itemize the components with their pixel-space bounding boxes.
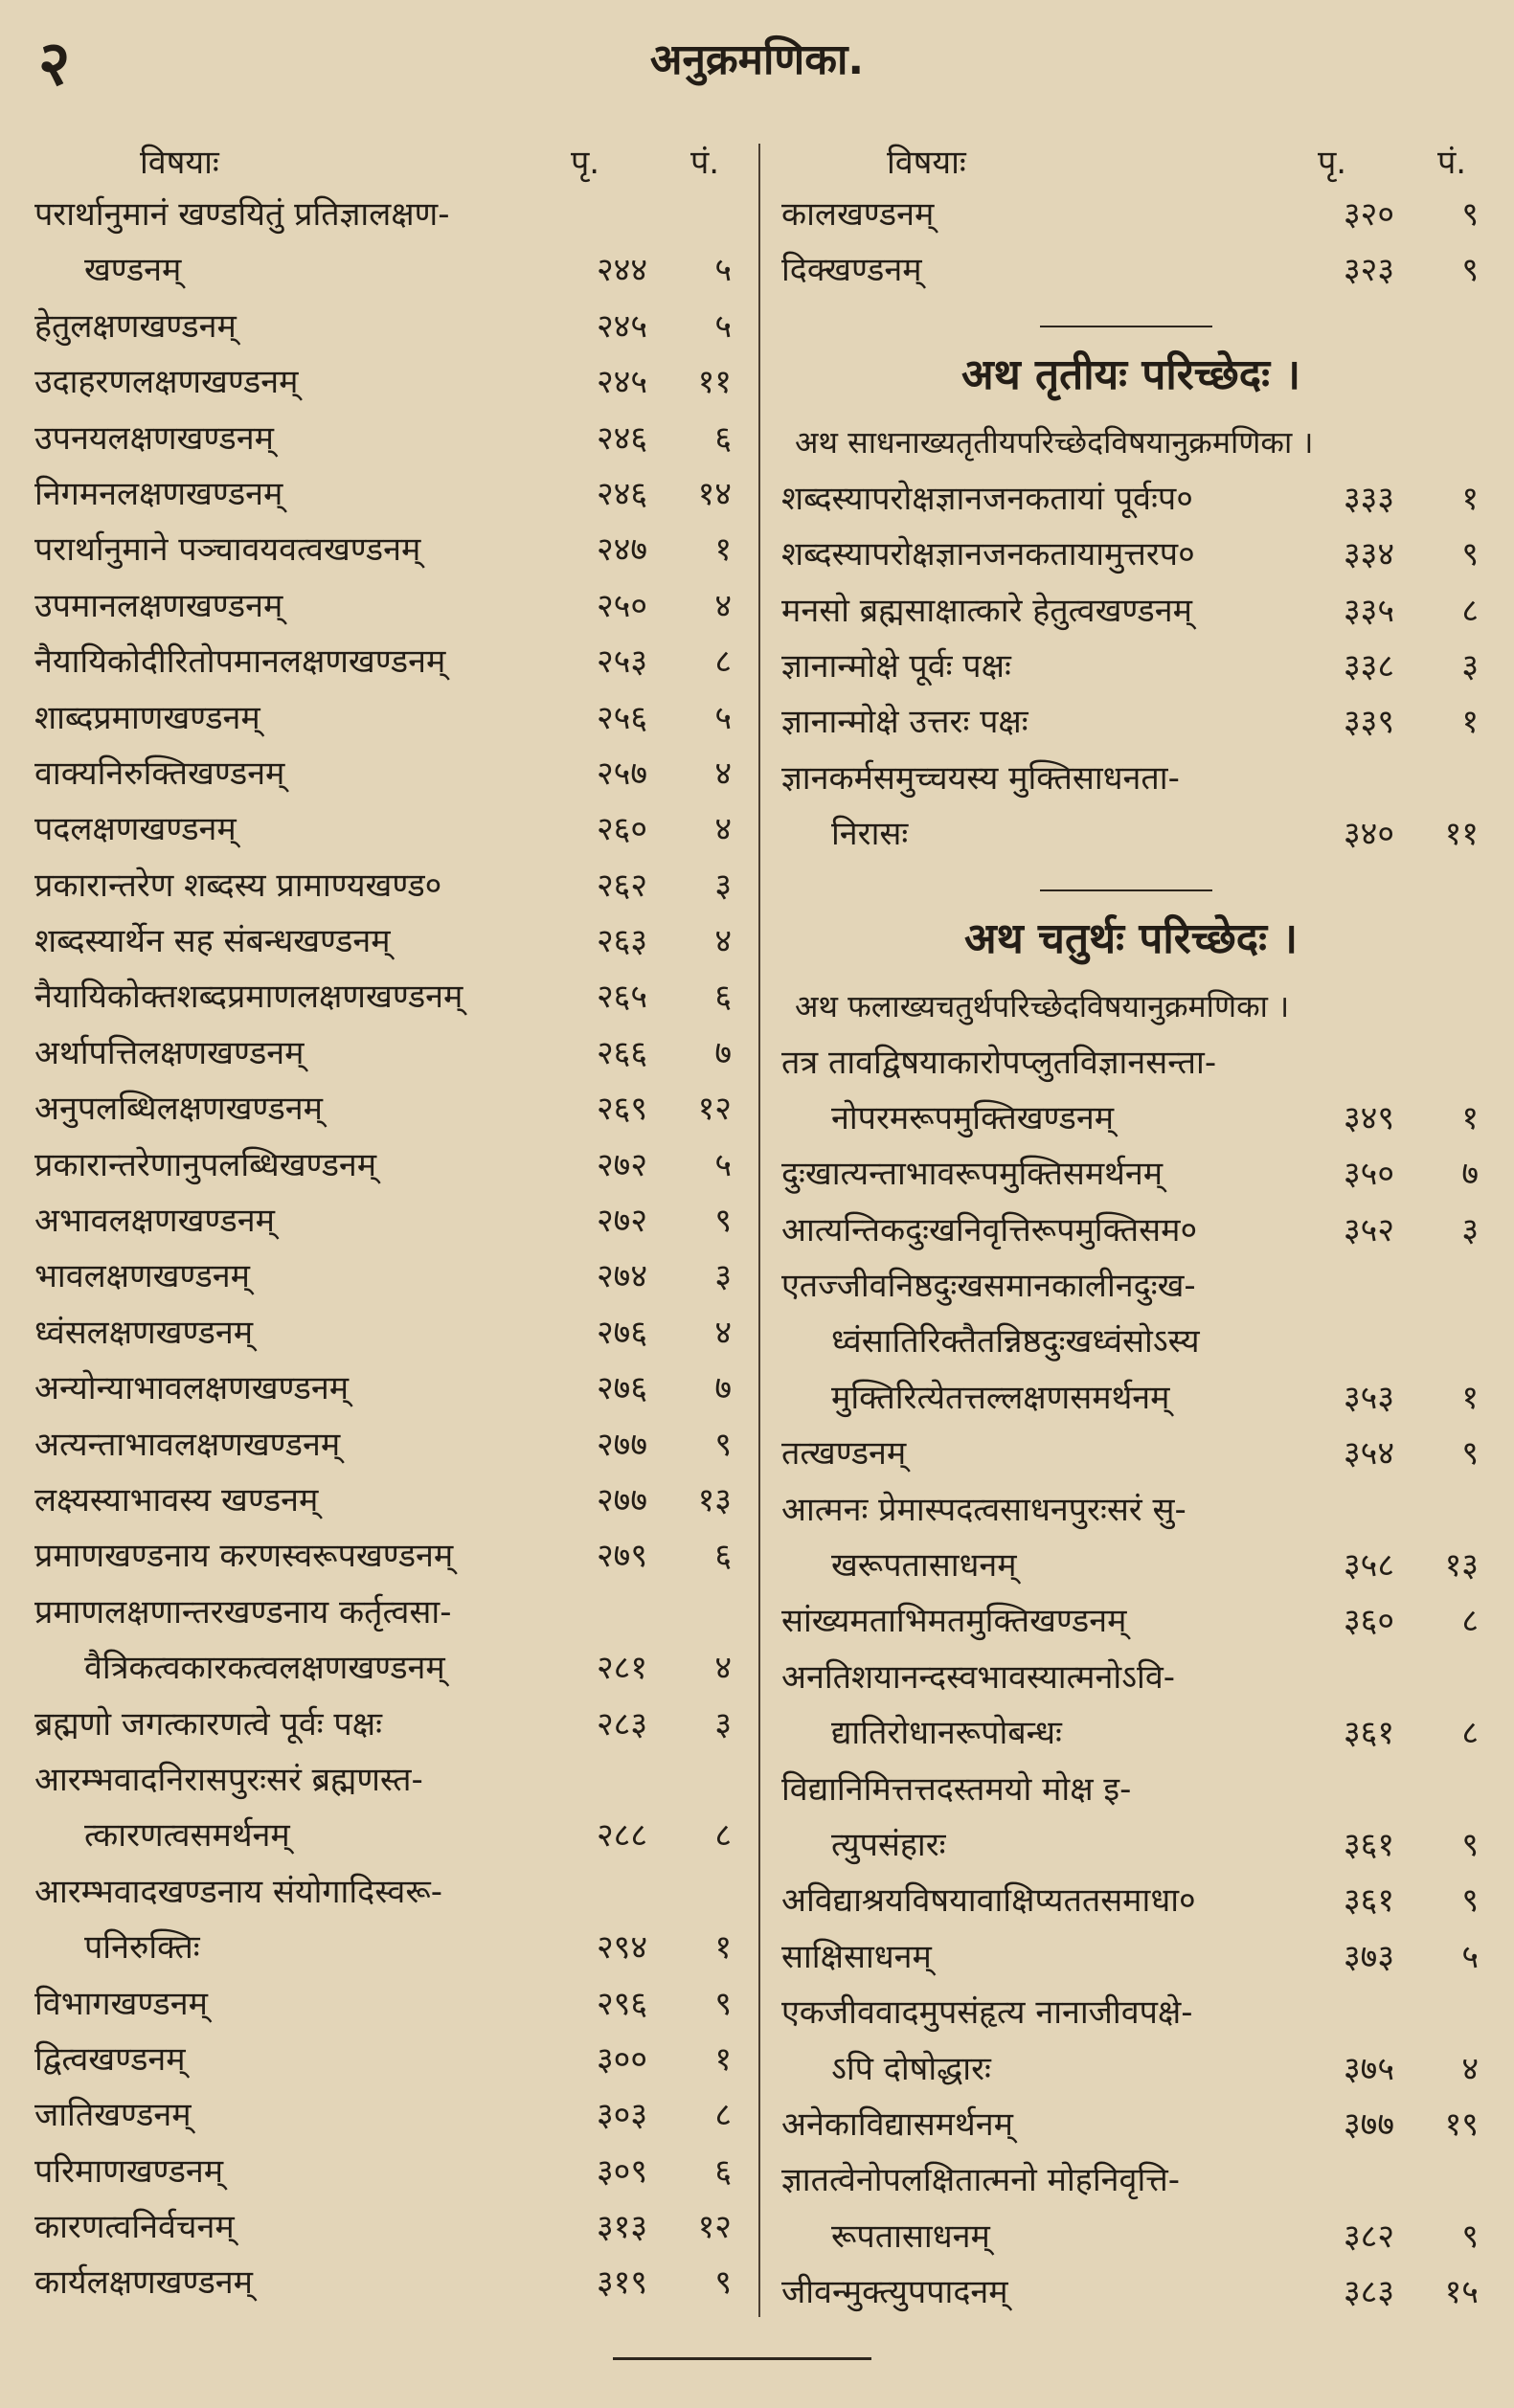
- entry-title: पनिरुक्तिः: [84, 1928, 200, 1968]
- entry-line: ६: [714, 2151, 732, 2191]
- entry-page: ३४०: [1343, 815, 1394, 854]
- entry-line: ९: [714, 2263, 732, 2303]
- entry-title: अर्थापत्तिलक्षणखण्डनम्: [34, 1033, 305, 1072]
- entry-page: ३८३: [1343, 2273, 1394, 2312]
- index-entry: [34, 2255, 734, 2310]
- entry-page: ३००: [596, 2039, 647, 2079]
- entry-page: २६९: [596, 1090, 647, 1129]
- entry-page: २५३: [596, 642, 647, 682]
- index-entry: [781, 1650, 1480, 1705]
- entry-line: ९: [714, 1202, 732, 1241]
- index-entry: [34, 2144, 734, 2199]
- index-entry: [34, 1305, 734, 1361]
- entry-title: तत्र तावद्विषयाकारोपप्लुतविज्ञानसन्ता-: [781, 1043, 1217, 1082]
- index-entry: [34, 2199, 734, 2255]
- section4-heading: अथ चतुर्थः परिच्छेदः ।: [963, 913, 1299, 963]
- entry-title: ज्ञातत्वेनोपलक्षितात्मनो मोहनिवृत्ति-: [781, 2161, 1181, 2200]
- entry-line: ९: [1461, 1881, 1479, 1921]
- index-entry: [34, 1640, 734, 1696]
- left-entry-list: [34, 187, 734, 2311]
- index-entry: [34, 1697, 734, 1752]
- entry-title: प्रकारान्तरेणानुपलब्धिखण्डनम्: [34, 1145, 377, 1184]
- entry-title: त्युपसंहारः: [831, 1825, 946, 1864]
- index-entry: [781, 1146, 1480, 1202]
- entry-line: ४: [714, 1313, 732, 1352]
- entry-line: ८: [714, 2096, 732, 2135]
- entry-title: अनतिशयानन्दस्वभावस्यात्मनोऽवि-: [781, 1657, 1176, 1697]
- index-entry: [781, 2152, 1480, 2208]
- entry-line: १: [714, 530, 732, 570]
- index-entry: [781, 1203, 1480, 1258]
- entry-title: तत्खण्डनम्: [781, 1434, 907, 1474]
- index-entry: [781, 2041, 1480, 2097]
- entry-line: ८: [1461, 1602, 1479, 1641]
- entry-title: आरम्भवादखण्डनाय संयोगादिस्वरू-: [34, 1872, 443, 1911]
- entry-title: अविद्याश्रयविषयावाक्षिप्यततसमाधा०: [781, 1881, 1196, 1921]
- entry-line: १: [714, 2039, 732, 2079]
- entry-page: २७२: [596, 1202, 647, 1241]
- entry-page: ३७३: [1343, 1937, 1394, 1976]
- index-entry: [781, 2264, 1480, 2320]
- entry-page: ३१३: [596, 2208, 647, 2247]
- line-header: पं.: [1437, 144, 1467, 182]
- entry-page: ३४९: [1343, 1098, 1394, 1137]
- entry-title: कारणत्वनिर्वचनम्: [34, 2208, 235, 2247]
- index-entry: [781, 471, 1480, 527]
- section4-entry-list: [781, 1035, 1480, 2321]
- index-entry: [34, 1361, 734, 1416]
- entry-title: शाब्दप्रमाणखण्डनम्: [34, 698, 260, 737]
- index-entry: [34, 1752, 734, 1808]
- entry-page: २४६: [596, 474, 647, 513]
- index-entry: [34, 913, 734, 969]
- page-header: पृ.: [1318, 144, 1347, 182]
- entry-title: अन्योन्याभावलक्षणखण्डनम्: [34, 1369, 350, 1408]
- entry-line: ८: [1461, 591, 1479, 630]
- entry-line: ९: [1461, 1434, 1479, 1474]
- entry-page: ३१९: [596, 2263, 647, 2303]
- index-entry: [34, 466, 734, 522]
- entry-page: ३५८: [1343, 1546, 1394, 1586]
- entry-title: आरम्भवादनिरासपुरःसरं ब्रह्मणस्त-: [34, 1760, 423, 1799]
- index-entry: [781, 1705, 1480, 1761]
- entry-page: ३५०: [1343, 1155, 1394, 1194]
- entry-line: ५: [714, 306, 732, 346]
- entry-title: शब्दस्यार्थेन सह संबन्धखण्डनम्: [34, 922, 391, 961]
- entry-title: त्कारणत्वसमर्थनम्: [84, 1816, 290, 1856]
- entry-title: ज्ञानकर्मसमुच्चयस्य मुक्तिसाधनता-: [781, 758, 1180, 798]
- index-entry: [34, 1137, 734, 1193]
- entry-title: हेतुलक्षणखण्डनम्: [34, 306, 237, 346]
- entry-page: २७६: [596, 1313, 647, 1352]
- entry-title: अनेकाविद्यासमर्थनम्: [781, 2104, 1013, 2144]
- index-entry: [34, 2032, 734, 2087]
- index-entry: [781, 1426, 1480, 1481]
- index-entry: [781, 1370, 1480, 1426]
- entry-page: ३३५: [1343, 591, 1394, 630]
- entry-page: २५०: [596, 586, 647, 625]
- index-entry: [34, 1585, 734, 1640]
- entry-page: ३६१: [1343, 1825, 1394, 1864]
- entry-page: २४५: [596, 363, 647, 402]
- entry-line: ६: [714, 418, 732, 458]
- entry-title: आत्यन्तिकदुःखनिवृत्तिरूपमुक्तिसम०: [781, 1210, 1198, 1249]
- index-entry: [34, 1081, 734, 1136]
- entry-title: कार्यलक्षणखण्डनम्: [34, 2263, 254, 2303]
- entry-line: ९: [714, 1984, 732, 2023]
- entry-title: द्यातिरोधानरूपोबन्धः: [831, 1714, 1062, 1753]
- subject-header: विषयाः: [887, 144, 966, 182]
- entry-title: एकजीववादमुपसंहृत्य नानाजीवपक्षे-: [781, 1993, 1193, 2033]
- line-header: पं.: [690, 144, 720, 182]
- entry-line: १३: [1444, 1546, 1479, 1586]
- index-entry: [34, 411, 734, 466]
- index-entry: [781, 1314, 1480, 1369]
- entry-page: २४४: [596, 251, 647, 290]
- entry-page: २५६: [596, 698, 647, 737]
- section3-intro: अथ साधनाख्यतृतीयपरिच्छेदविषयानुक्रमणिका ।: [795, 423, 1314, 461]
- index-entry: [781, 187, 1480, 242]
- entry-line: ८: [714, 642, 732, 682]
- index-entry: [34, 1417, 734, 1473]
- index-entry: [34, 1976, 734, 2032]
- entry-page: २८८: [596, 1816, 647, 1856]
- entry-page: ३७५: [1343, 2049, 1394, 2088]
- entry-page: ३५३: [1343, 1378, 1394, 1417]
- entry-title: विभागखण्डनम्: [34, 1984, 208, 2023]
- index-entry: [781, 1929, 1480, 1985]
- entry-page: ३२०: [1343, 195, 1394, 234]
- entry-page: २६३: [596, 922, 647, 961]
- entry-title: शब्दस्यापरोक्षज्ञानजनकतायामुत्तरप०: [781, 535, 1195, 574]
- entry-line: ४: [714, 754, 732, 793]
- entry-title: दिक्खण्डनम्: [781, 251, 922, 290]
- entry-title: निगमनलक्षणखण्डनम्: [34, 474, 283, 513]
- entry-title: परिमाणखण्डनम्: [34, 2151, 224, 2191]
- entry-line: ३: [1461, 1210, 1479, 1249]
- entry-line: ४: [714, 586, 732, 625]
- entry-line: ७: [714, 1033, 732, 1072]
- page-header: पृ.: [571, 144, 600, 182]
- entry-line: ५: [1461, 1937, 1479, 1976]
- entry-page: ३७७: [1343, 2104, 1394, 2144]
- entry-page: २५७: [596, 754, 647, 793]
- entry-title: उपनयलक्षणखण्डनम्: [34, 418, 274, 458]
- index-entry: [34, 1864, 734, 1920]
- entry-line: १९: [1444, 2104, 1479, 2144]
- entry-line: १: [1461, 703, 1479, 742]
- entry-title: एतज्जीवनिष्ठदुःखसमानकालीनदुःख-: [781, 1267, 1196, 1306]
- index-entry: [781, 2209, 1480, 2264]
- entry-title: पदलक्षणखण्डनम्: [34, 810, 237, 849]
- entry-page: ३०९: [596, 2151, 647, 2191]
- entry-line: ४: [1461, 2049, 1479, 2088]
- entry-page: ३०३: [596, 2096, 647, 2135]
- entry-page: २६५: [596, 978, 647, 1017]
- section4-intro: अथ फलाख्यचतुर्थपरिच्छेदविषयानुक्रमणिका ।: [795, 987, 1290, 1024]
- index-entry: [781, 1091, 1480, 1146]
- entry-title: जातिखण्डनम्: [34, 2096, 192, 2135]
- entry-title: ध्वंसलक्षणखण्डनम्: [34, 1313, 254, 1352]
- index-entry: [34, 690, 734, 746]
- entry-line: ११: [697, 363, 732, 402]
- entry-title: ज्ञानान्मोक्षे उत्तरः पक्षः: [781, 703, 1028, 742]
- entry-page: २७९: [596, 1537, 647, 1576]
- entry-title: मनसो ब्रह्मसाक्षात्कारे हेतुत्वखण्डनम्: [781, 591, 1192, 630]
- entry-line: १३: [697, 1480, 732, 1519]
- entry-page: ३३४: [1343, 535, 1394, 574]
- section3-heading: अथ तृतीयः परिच्छेदः ।: [961, 349, 1300, 399]
- entry-page: २६६: [596, 1033, 647, 1072]
- entry-page: २४७: [596, 530, 647, 570]
- entry-page: ३६१: [1343, 1881, 1394, 1921]
- entry-line: ११: [1444, 815, 1479, 854]
- entry-line: ६: [714, 1537, 732, 1576]
- entry-page: २७६: [596, 1369, 647, 1408]
- entry-line: ८: [714, 1816, 732, 1856]
- index-entry: [34, 187, 734, 242]
- index-entry: [34, 1473, 734, 1528]
- right-top-entry-list: [781, 187, 1480, 299]
- entry-page: २४५: [596, 306, 647, 346]
- entry-line: ८: [1461, 1714, 1479, 1753]
- entry-line: ७: [1461, 1155, 1479, 1194]
- index-entry: [781, 1985, 1480, 2040]
- entry-line: ४: [714, 810, 732, 849]
- entry-page: २८३: [596, 1704, 647, 1744]
- entry-title: भावलक्षणखण्डनम्: [34, 1257, 250, 1296]
- index-entry: [781, 694, 1480, 750]
- entry-title: प्रकारान्तरेण शब्दस्य प्रामाण्यखण्ड०: [34, 866, 442, 905]
- entry-page: २७७: [596, 1480, 647, 1519]
- entry-line: ९: [1461, 535, 1479, 574]
- entry-title: नोपरमरूपमुक्तिखण्डनम्: [831, 1098, 1115, 1137]
- index-entry: [34, 299, 734, 354]
- index-entry: [781, 583, 1480, 639]
- entry-line: ६: [714, 978, 732, 1017]
- entry-line: ९: [1461, 1825, 1479, 1864]
- entry-line: १२: [697, 1090, 732, 1129]
- entry-title: प्रमाणखण्डनाय करणस्वरूपखण्डनम्: [34, 1537, 454, 1576]
- left-column: [34, 129, 734, 2311]
- index-entry: [781, 639, 1480, 694]
- page-number: २: [38, 29, 71, 100]
- index-entry: [34, 1193, 734, 1249]
- index-entry: [34, 634, 734, 689]
- entry-title: साक्षिसाधनम्: [781, 1937, 932, 1976]
- entry-title: खण्डनम्: [84, 251, 182, 290]
- right-column: [781, 129, 1480, 2321]
- entry-title: ब्रह्मणो जगत्कारणत्वे पूर्वः पक्षः: [34, 1704, 382, 1744]
- entry-title: रूपतासाधनम्: [831, 2217, 990, 2256]
- entry-title: प्रमाणलक्षणान्तरखण्डनाय कर्तृत्वसा-: [34, 1592, 452, 1632]
- entry-line: ९: [1461, 2217, 1479, 2256]
- entry-page: ३३९: [1343, 703, 1394, 742]
- entry-page: २९६: [596, 1984, 647, 2023]
- entry-page: ३६१: [1343, 1714, 1394, 1753]
- index-entry: [34, 1808, 734, 1863]
- index-entry: [34, 354, 734, 410]
- index-entry: [34, 1528, 734, 1584]
- entry-line: ९: [714, 1425, 732, 1464]
- entry-page: २४६: [596, 418, 647, 458]
- entry-title: अनुपलब्धिलक्षणखण्डनम्: [34, 1090, 323, 1129]
- index-entry: [34, 746, 734, 801]
- entry-page: २७४: [596, 1257, 647, 1296]
- entry-title: ऽपि दोषोद्धारः: [831, 2049, 991, 2088]
- entry-title: द्वित्वखण्डनम्: [34, 2039, 186, 2079]
- index-entry: [781, 1762, 1480, 1817]
- footer-rule: [613, 2357, 871, 2360]
- entry-line: १: [1461, 479, 1479, 518]
- left-column-header: [34, 129, 734, 187]
- entry-page: २८१: [596, 1649, 647, 1688]
- section-rule: [781, 318, 1480, 337]
- entry-title: वैत्रिकत्वकारकत्वलक्षणखण्डनम्: [84, 1649, 445, 1688]
- index-entry: [34, 801, 734, 857]
- right-column-header: [781, 129, 1480, 187]
- index-entry: [34, 1025, 734, 1081]
- entry-page: २६०: [596, 810, 647, 849]
- entry-line: ३: [1461, 646, 1479, 686]
- index-entry: [781, 242, 1480, 298]
- entry-line: ४: [714, 1649, 732, 1688]
- entry-page: ३३३: [1343, 479, 1394, 518]
- subject-header: विषयाः: [140, 144, 219, 182]
- index-entry: [781, 2097, 1480, 2152]
- index-entry: [781, 1258, 1480, 1314]
- entry-title: लक्ष्यस्याभावस्य खण्डनम्: [34, 1480, 319, 1519]
- entry-title: परार्थानुमाने पञ्चावयवत्वखण्डनम्: [34, 530, 421, 570]
- index-entry: [781, 1035, 1480, 1091]
- index-entry: [781, 527, 1480, 582]
- entry-title: अभावलक्षणखण्डनम्: [34, 1202, 275, 1241]
- index-entry: [781, 1482, 1480, 1538]
- entry-line: ५: [714, 251, 732, 290]
- entry-line: १४: [697, 474, 732, 513]
- index-entry: [781, 1817, 1480, 1873]
- entry-line: १५: [1444, 2273, 1479, 2312]
- index-entry: [781, 751, 1480, 806]
- entry-title: दुःखात्यन्ताभावरूपमुक्तिसमर्थनम्: [781, 1155, 1164, 1194]
- entry-title: अत्यन्ताभावलक्षणखण्डनम्: [34, 1425, 341, 1464]
- index-entry: [34, 242, 734, 298]
- entry-page: ३२३: [1343, 251, 1394, 290]
- entry-title: आत्मनः प्रेमास्पदत्वसाधनपुरःसरं सु-: [781, 1490, 1186, 1529]
- column-divider: [758, 144, 760, 2317]
- entry-title: विद्यानिमित्तत्तदस्तमयो मोक्ष इ-: [781, 1769, 1132, 1809]
- entry-line: ३: [714, 866, 732, 905]
- entry-page: २९४: [596, 1928, 647, 1968]
- entry-line: ५: [714, 1145, 732, 1184]
- entry-title: निरासः: [831, 815, 909, 854]
- entry-line: ४: [714, 922, 732, 961]
- entry-line: ५: [714, 698, 732, 737]
- index-entry: [781, 1538, 1480, 1593]
- entry-page: ३३८: [1343, 646, 1394, 686]
- entry-line: ३: [714, 1257, 732, 1296]
- entry-title: ध्वंसातिरिक्तैतन्निष्ठदुःखध्वंसोऽस्य: [831, 1322, 1200, 1362]
- entry-title: परार्थानुमानं खण्डयितुं प्रतिज्ञालक्षण-: [34, 195, 450, 234]
- entry-page: ३५२: [1343, 1210, 1394, 1249]
- entry-title: जीवन्मुक्त्युपपादनम्: [781, 2273, 1008, 2312]
- index-entry: [781, 1593, 1480, 1649]
- index-entry: [34, 2087, 734, 2143]
- index-entry: [34, 578, 734, 634]
- index-entry: [34, 1920, 734, 1975]
- index-entry: [34, 1249, 734, 1304]
- entry-page: २७२: [596, 1145, 647, 1184]
- entry-page: ३६०: [1343, 1602, 1394, 1641]
- entry-line: १: [1461, 1378, 1479, 1417]
- entry-line: १: [714, 1928, 732, 1968]
- entry-title: ज्ञानान्मोक्षे पूर्वः पक्षः: [781, 646, 1011, 686]
- entry-line: ९: [1461, 195, 1479, 234]
- index-entry: [781, 1873, 1480, 1928]
- entry-line: ९: [1461, 251, 1479, 290]
- section-rule: [781, 882, 1480, 901]
- entry-page: ३५४: [1343, 1434, 1394, 1474]
- page-title: अनुक्रमणिका.: [649, 35, 865, 84]
- entry-title: नैयायिकोक्तशब्दप्रमाणलक्षणखण्डनम्: [34, 978, 463, 1017]
- index-entry: [781, 806, 1480, 862]
- entry-page: २७७: [596, 1425, 647, 1464]
- entry-title: सांख्यमताभिमतमुक्तिखण्डनम्: [781, 1602, 1127, 1641]
- entry-title: वाक्यनिरुक्तिखण्डनम्: [34, 754, 285, 793]
- index-entry: [34, 522, 734, 577]
- entry-title: उपमानलक्षणखण्डनम्: [34, 586, 283, 625]
- entry-line: १: [1461, 1098, 1479, 1137]
- section3-entry-list: [781, 471, 1480, 863]
- entry-title: कालखण्डनम्: [781, 195, 935, 234]
- index-entry: [34, 858, 734, 913]
- index-entry: [34, 969, 734, 1024]
- entry-title: खरूपतासाधनम्: [831, 1546, 1017, 1586]
- entry-page: ३८२: [1343, 2217, 1394, 2256]
- entry-line: १२: [697, 2208, 732, 2247]
- entry-line: ३: [714, 1704, 732, 1744]
- entry-title: मुक्तिरित्येतत्तल्लक्षणसमर्थनम्: [831, 1378, 1170, 1417]
- entry-line: ७: [714, 1369, 732, 1408]
- entry-title: उदाहरणलक्षणखण्डनम्: [34, 363, 299, 402]
- entry-title: शब्दस्यापरोक्षज्ञानजनकतायां पूर्वःप०: [781, 479, 1193, 518]
- entry-title: नैयायिकोदीरितोपमानलक्षणखण्डनम्: [34, 642, 446, 682]
- entry-page: २६२: [596, 866, 647, 905]
